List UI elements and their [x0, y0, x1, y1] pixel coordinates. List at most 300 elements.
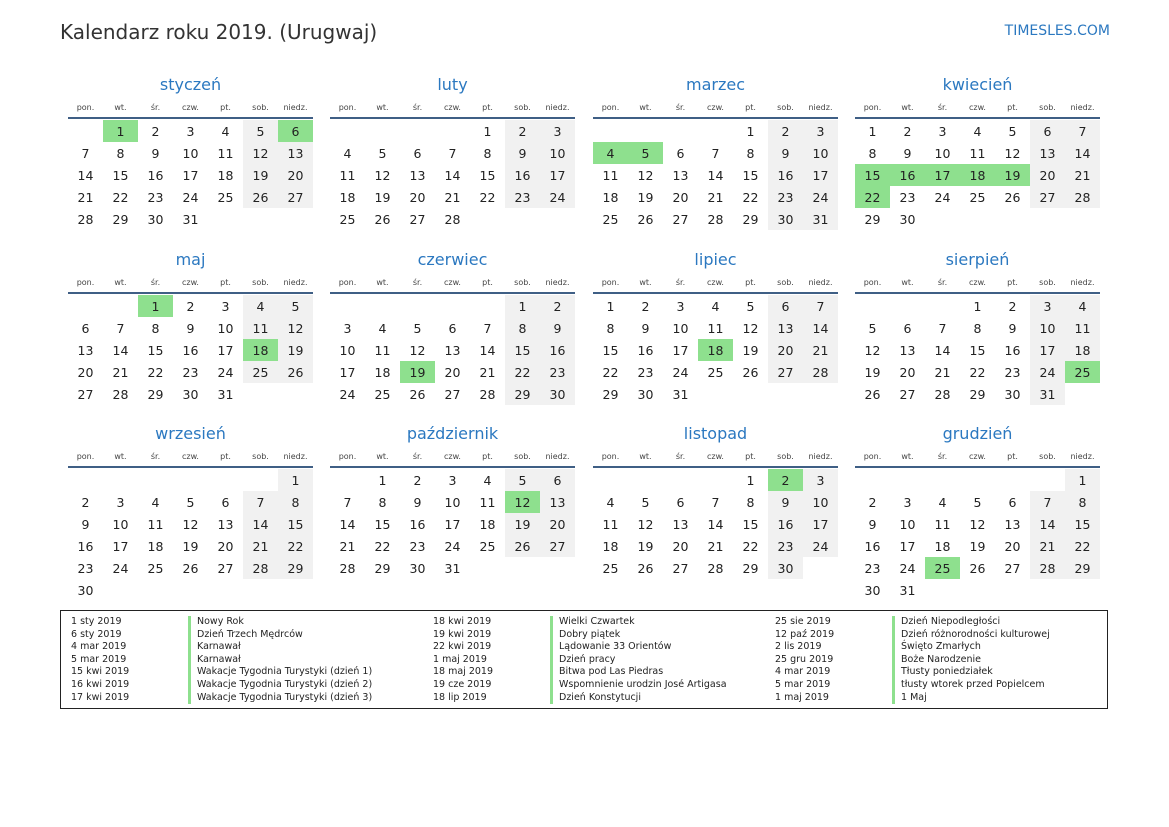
day-cell[interactable]: 14: [479, 342, 496, 358]
holiday-day-cell[interactable]: 1: [138, 295, 173, 317]
day-cell[interactable]: 18: [602, 538, 619, 554]
day-cell[interactable]: 24: [1030, 361, 1065, 383]
day-cell[interactable]: 28: [112, 386, 129, 402]
day-cell[interactable]: 13: [899, 342, 916, 358]
day-cell[interactable]: 21: [707, 189, 724, 205]
day-cell[interactable]: 14: [803, 317, 838, 339]
day-cell[interactable]: 8: [606, 320, 615, 336]
day-cell[interactable]: 15: [479, 167, 496, 183]
day-cell[interactable]: 23: [1004, 364, 1021, 380]
day-cell[interactable]: 26: [637, 560, 654, 576]
holiday-day-cell[interactable]: 5: [628, 142, 663, 164]
day-cell[interactable]: 27: [672, 560, 689, 576]
day-cell[interactable]: 16: [147, 167, 164, 183]
day-cell[interactable]: 20: [899, 364, 916, 380]
day-cell[interactable]: 18: [602, 189, 619, 205]
day-cell[interactable]: 20: [672, 189, 689, 205]
day-cell[interactable]: 21: [803, 339, 838, 361]
day-cell[interactable]: 28: [77, 211, 94, 227]
day-cell[interactable]: 4: [343, 145, 352, 161]
day-cell[interactable]: 27: [768, 361, 803, 383]
day-cell[interactable]: 26: [969, 560, 986, 576]
day-cell[interactable]: 26: [1004, 189, 1021, 205]
day-cell[interactable]: 29: [112, 211, 129, 227]
day-cell[interactable]: 11: [217, 145, 234, 161]
holiday-day-cell[interactable]: 18: [960, 164, 995, 186]
day-cell[interactable]: 24: [217, 364, 234, 380]
day-cell[interactable]: 17: [803, 164, 838, 186]
holiday-day-cell[interactable]: 17: [925, 164, 960, 186]
day-cell[interactable]: 16: [768, 164, 803, 186]
day-cell[interactable]: 23: [768, 535, 803, 557]
day-cell[interactable]: 21: [1030, 535, 1065, 557]
day-cell[interactable]: 11: [479, 494, 496, 510]
day-cell[interactable]: 15: [742, 167, 759, 183]
holiday-day-cell[interactable]: 12: [505, 491, 540, 513]
day-cell[interactable]: 13: [672, 167, 689, 183]
day-cell[interactable]: 26: [742, 364, 759, 380]
day-cell[interactable]: 16: [1004, 342, 1021, 358]
day-cell[interactable]: 1: [746, 472, 755, 488]
day-cell[interactable]: 29: [147, 386, 164, 402]
day-cell[interactable]: 1: [973, 298, 982, 314]
day-cell[interactable]: 5: [413, 320, 422, 336]
day-cell[interactable]: 12: [742, 320, 759, 336]
day-cell[interactable]: 19: [278, 339, 313, 361]
day-cell[interactable]: 23: [77, 560, 94, 576]
day-cell[interactable]: 1: [278, 469, 313, 491]
day-cell[interactable]: 2: [505, 120, 540, 142]
day-cell[interactable]: 6: [540, 469, 575, 491]
day-cell[interactable]: 30: [77, 582, 94, 598]
day-cell[interactable]: 2: [186, 298, 195, 314]
day-cell[interactable]: 7: [81, 145, 90, 161]
holiday-day-cell[interactable]: 22: [855, 186, 890, 208]
day-cell[interactable]: 24: [540, 186, 575, 208]
day-cell[interactable]: 27: [278, 186, 313, 208]
day-cell[interactable]: 25: [602, 211, 619, 227]
day-cell[interactable]: 30: [1004, 386, 1021, 402]
day-cell[interactable]: 24: [444, 538, 461, 554]
day-cell[interactable]: 26: [278, 361, 313, 383]
day-cell[interactable]: 10: [182, 145, 199, 161]
day-cell[interactable]: 25: [602, 560, 619, 576]
day-cell[interactable]: 6: [221, 494, 230, 510]
day-cell[interactable]: 26: [864, 386, 881, 402]
day-cell[interactable]: 28: [707, 560, 724, 576]
day-cell[interactable]: 28: [243, 557, 278, 579]
day-cell[interactable]: 8: [868, 145, 877, 161]
day-cell[interactable]: 23: [864, 560, 881, 576]
day-cell[interactable]: 21: [243, 535, 278, 557]
holiday-day-cell[interactable]: 25: [925, 557, 960, 579]
day-cell[interactable]: 10: [540, 142, 575, 164]
day-cell[interactable]: 19: [637, 189, 654, 205]
day-cell[interactable]: 3: [221, 298, 230, 314]
day-cell[interactable]: 6: [768, 295, 803, 317]
day-cell[interactable]: 15: [112, 167, 129, 183]
day-cell[interactable]: 5: [378, 145, 387, 161]
day-cell[interactable]: 31: [182, 211, 199, 227]
day-cell[interactable]: 14: [444, 167, 461, 183]
day-cell[interactable]: 29: [742, 560, 759, 576]
day-cell[interactable]: 20: [672, 538, 689, 554]
day-cell[interactable]: 4: [483, 472, 492, 488]
day-cell[interactable]: 5: [868, 320, 877, 336]
day-cell[interactable]: 3: [116, 494, 125, 510]
day-cell[interactable]: 24: [672, 364, 689, 380]
day-cell[interactable]: 31: [217, 386, 234, 402]
day-cell[interactable]: 3: [676, 298, 685, 314]
day-cell[interactable]: 4: [221, 123, 230, 139]
day-cell[interactable]: 25: [707, 364, 724, 380]
day-cell[interactable]: 11: [707, 320, 724, 336]
day-cell[interactable]: 29: [864, 211, 881, 227]
day-cell[interactable]: 21: [112, 364, 129, 380]
day-cell[interactable]: 20: [540, 513, 575, 535]
day-cell[interactable]: 7: [711, 145, 720, 161]
holiday-day-cell[interactable]: 2: [768, 469, 803, 491]
holiday-day-cell[interactable]: 19: [995, 164, 1030, 186]
day-cell[interactable]: 25: [217, 189, 234, 205]
day-cell[interactable]: 13: [217, 516, 234, 532]
day-cell[interactable]: 22: [278, 535, 313, 557]
day-cell[interactable]: 17: [217, 342, 234, 358]
day-cell[interactable]: 24: [899, 560, 916, 576]
day-cell[interactable]: 29: [505, 383, 540, 405]
day-cell[interactable]: 11: [147, 516, 164, 532]
day-cell[interactable]: 25: [339, 211, 356, 227]
day-cell[interactable]: 14: [707, 516, 724, 532]
day-cell[interactable]: 22: [374, 538, 391, 554]
day-cell[interactable]: 5: [973, 494, 982, 510]
day-cell[interactable]: 1: [505, 295, 540, 317]
day-cell[interactable]: 26: [182, 560, 199, 576]
day-cell[interactable]: 20: [278, 164, 313, 186]
day-cell[interactable]: 6: [903, 320, 912, 336]
day-cell[interactable]: 13: [1004, 516, 1021, 532]
day-cell[interactable]: 1: [378, 472, 387, 488]
day-cell[interactable]: 15: [374, 516, 391, 532]
day-cell[interactable]: 27: [540, 535, 575, 557]
day-cell[interactable]: 5: [186, 494, 195, 510]
day-cell[interactable]: 5: [243, 120, 278, 142]
day-cell[interactable]: 18: [374, 364, 391, 380]
day-cell[interactable]: 7: [243, 491, 278, 513]
day-cell[interactable]: 4: [938, 494, 947, 510]
day-cell[interactable]: 11: [243, 317, 278, 339]
day-cell[interactable]: 11: [934, 516, 951, 532]
day-cell[interactable]: 6: [676, 494, 685, 510]
day-cell[interactable]: 18: [934, 538, 951, 554]
day-cell[interactable]: 10: [803, 142, 838, 164]
day-cell[interactable]: 2: [903, 123, 912, 139]
day-cell[interactable]: 22: [147, 364, 164, 380]
day-cell[interactable]: 5: [641, 494, 650, 510]
day-cell[interactable]: 3: [803, 469, 838, 491]
day-cell[interactable]: 29: [374, 560, 391, 576]
day-cell[interactable]: 23: [637, 364, 654, 380]
day-cell[interactable]: 17: [899, 538, 916, 554]
day-cell[interactable]: 13: [409, 167, 426, 183]
day-cell[interactable]: 21: [339, 538, 356, 554]
day-cell[interactable]: 19: [243, 164, 278, 186]
day-cell[interactable]: 16: [409, 516, 426, 532]
day-cell[interactable]: 14: [1065, 142, 1100, 164]
day-cell[interactable]: 27: [899, 386, 916, 402]
day-cell[interactable]: 5: [278, 295, 313, 317]
day-cell[interactable]: 23: [899, 189, 916, 205]
day-cell[interactable]: 18: [1065, 339, 1100, 361]
day-cell[interactable]: 19: [182, 538, 199, 554]
day-cell[interactable]: 6: [1030, 120, 1065, 142]
day-cell[interactable]: 20: [217, 538, 234, 554]
day-cell[interactable]: 3: [903, 494, 912, 510]
day-cell[interactable]: 13: [672, 516, 689, 532]
day-cell[interactable]: 13: [444, 342, 461, 358]
day-cell[interactable]: 19: [374, 189, 391, 205]
day-cell[interactable]: 2: [413, 472, 422, 488]
day-cell[interactable]: 18: [339, 189, 356, 205]
day-cell[interactable]: 21: [707, 538, 724, 554]
day-cell[interactable]: 7: [1065, 120, 1100, 142]
day-cell[interactable]: 7: [343, 494, 352, 510]
day-cell[interactable]: 23: [182, 364, 199, 380]
day-cell[interactable]: 8: [746, 145, 755, 161]
holiday-day-cell[interactable]: 19: [400, 361, 435, 383]
day-cell[interactable]: 25: [147, 560, 164, 576]
day-cell[interactable]: 20: [77, 364, 94, 380]
day-cell[interactable]: 30: [409, 560, 426, 576]
day-cell[interactable]: 17: [339, 364, 356, 380]
day-cell[interactable]: 25: [243, 361, 278, 383]
day-cell[interactable]: 16: [77, 538, 94, 554]
day-cell[interactable]: 26: [505, 535, 540, 557]
day-cell[interactable]: 8: [746, 494, 755, 510]
day-cell[interactable]: 4: [973, 123, 982, 139]
day-cell[interactable]: 1: [1065, 469, 1100, 491]
day-cell[interactable]: 2: [768, 120, 803, 142]
day-cell[interactable]: 1: [606, 298, 615, 314]
day-cell[interactable]: 4: [606, 494, 615, 510]
day-cell[interactable]: 28: [803, 361, 838, 383]
day-cell[interactable]: 10: [934, 145, 951, 161]
day-cell[interactable]: 10: [112, 516, 129, 532]
day-cell[interactable]: 9: [1008, 320, 1017, 336]
day-cell[interactable]: 25: [479, 538, 496, 554]
day-cell[interactable]: 11: [602, 167, 619, 183]
holiday-day-cell[interactable]: 4: [593, 142, 628, 164]
day-cell[interactable]: 12: [637, 516, 654, 532]
day-cell[interactable]: 3: [540, 120, 575, 142]
day-cell[interactable]: 10: [217, 320, 234, 336]
day-cell[interactable]: 22: [505, 361, 540, 383]
day-cell[interactable]: 8: [505, 317, 540, 339]
day-cell[interactable]: 12: [1004, 145, 1021, 161]
day-cell[interactable]: 31: [803, 208, 838, 230]
day-cell[interactable]: 27: [217, 560, 234, 576]
day-cell[interactable]: 3: [803, 120, 838, 142]
day-cell[interactable]: 8: [483, 145, 492, 161]
day-cell[interactable]: 11: [374, 342, 391, 358]
day-cell[interactable]: 21: [444, 189, 461, 205]
day-cell[interactable]: 22: [969, 364, 986, 380]
day-cell[interactable]: 11: [1065, 317, 1100, 339]
day-cell[interactable]: 28: [479, 386, 496, 402]
day-cell[interactable]: 21: [77, 189, 94, 205]
day-cell[interactable]: 24: [112, 560, 129, 576]
day-cell[interactable]: 4: [378, 320, 387, 336]
day-cell[interactable]: 17: [803, 513, 838, 535]
day-cell[interactable]: 19: [742, 342, 759, 358]
day-cell[interactable]: 26: [409, 386, 426, 402]
day-cell[interactable]: 17: [182, 167, 199, 183]
day-cell[interactable]: 23: [768, 186, 803, 208]
day-cell[interactable]: 7: [803, 295, 838, 317]
day-cell[interactable]: 22: [112, 189, 129, 205]
day-cell[interactable]: 17: [1030, 339, 1065, 361]
day-cell[interactable]: 26: [637, 211, 654, 227]
day-cell[interactable]: 3: [343, 320, 352, 336]
day-cell[interactable]: 24: [339, 386, 356, 402]
day-cell[interactable]: 15: [505, 339, 540, 361]
day-cell[interactable]: 10: [444, 494, 461, 510]
day-cell[interactable]: 30: [540, 383, 575, 405]
day-cell[interactable]: 20: [444, 364, 461, 380]
day-cell[interactable]: 24: [803, 535, 838, 557]
day-cell[interactable]: 12: [243, 142, 278, 164]
day-cell[interactable]: 10: [899, 516, 916, 532]
day-cell[interactable]: 14: [339, 516, 356, 532]
day-cell[interactable]: 5: [505, 469, 540, 491]
holiday-day-cell[interactable]: 25: [1065, 361, 1100, 383]
day-cell[interactable]: 29: [602, 386, 619, 402]
day-cell[interactable]: 16: [637, 342, 654, 358]
day-cell[interactable]: 1: [483, 123, 492, 139]
day-cell[interactable]: 5: [746, 298, 755, 314]
day-cell[interactable]: 8: [1065, 491, 1100, 513]
day-cell[interactable]: 12: [278, 317, 313, 339]
day-cell[interactable]: 17: [672, 342, 689, 358]
day-cell[interactable]: 30: [899, 211, 916, 227]
day-cell[interactable]: 2: [641, 298, 650, 314]
day-cell[interactable]: 26: [243, 186, 278, 208]
day-cell[interactable]: 3: [186, 123, 195, 139]
day-cell[interactable]: 29: [742, 211, 759, 227]
day-cell[interactable]: 7: [448, 145, 457, 161]
day-cell[interactable]: 12: [969, 516, 986, 532]
brand-link[interactable]: TIMESLES.COM: [1004, 23, 1110, 39]
day-cell[interactable]: 9: [413, 494, 422, 510]
day-cell[interactable]: 9: [151, 145, 160, 161]
day-cell[interactable]: 23: [147, 189, 164, 205]
day-cell[interactable]: 12: [409, 342, 426, 358]
day-cell[interactable]: 31: [1030, 383, 1065, 405]
day-cell[interactable]: 8: [278, 491, 313, 513]
day-cell[interactable]: 6: [81, 320, 90, 336]
day-cell[interactable]: 25: [969, 189, 986, 205]
holiday-day-cell[interactable]: 15: [855, 164, 890, 186]
day-cell[interactable]: 14: [1030, 513, 1065, 535]
day-cell[interactable]: 9: [540, 317, 575, 339]
day-cell[interactable]: 21: [479, 364, 496, 380]
day-cell[interactable]: 12: [182, 516, 199, 532]
day-cell[interactable]: 15: [147, 342, 164, 358]
day-cell[interactable]: 7: [938, 320, 947, 336]
day-cell[interactable]: 6: [676, 145, 685, 161]
day-cell[interactable]: 28: [934, 386, 951, 402]
day-cell[interactable]: 13: [768, 317, 803, 339]
day-cell[interactable]: 2: [868, 494, 877, 510]
day-cell[interactable]: 14: [112, 342, 129, 358]
day-cell[interactable]: 28: [444, 211, 461, 227]
day-cell[interactable]: 13: [1030, 142, 1065, 164]
holiday-day-cell[interactable]: 16: [890, 164, 925, 186]
day-cell[interactable]: 19: [969, 538, 986, 554]
day-cell[interactable]: 6: [448, 320, 457, 336]
day-cell[interactable]: 29: [1065, 557, 1100, 579]
day-cell[interactable]: 21: [934, 364, 951, 380]
day-cell[interactable]: 1: [746, 123, 755, 139]
day-cell[interactable]: 22: [742, 189, 759, 205]
day-cell[interactable]: 2: [81, 494, 90, 510]
day-cell[interactable]: 9: [868, 516, 877, 532]
day-cell[interactable]: 16: [182, 342, 199, 358]
day-cell[interactable]: 27: [409, 211, 426, 227]
holiday-day-cell[interactable]: 18: [243, 339, 278, 361]
day-cell[interactable]: 12: [637, 167, 654, 183]
day-cell[interactable]: 16: [768, 513, 803, 535]
day-cell[interactable]: 28: [1030, 557, 1065, 579]
day-cell[interactable]: 17: [444, 516, 461, 532]
day-cell[interactable]: 30: [768, 557, 803, 579]
day-cell[interactable]: 20: [1030, 164, 1065, 186]
day-cell[interactable]: 10: [672, 320, 689, 336]
day-cell[interactable]: 22: [742, 538, 759, 554]
day-cell[interactable]: 19: [637, 538, 654, 554]
day-cell[interactable]: 23: [540, 361, 575, 383]
day-cell[interactable]: 24: [934, 189, 951, 205]
day-cell[interactable]: 27: [444, 386, 461, 402]
day-cell[interactable]: 11: [969, 145, 986, 161]
day-cell[interactable]: 11: [339, 167, 356, 183]
day-cell[interactable]: 14: [243, 513, 278, 535]
day-cell[interactable]: 31: [899, 582, 916, 598]
day-cell[interactable]: 21: [1065, 164, 1100, 186]
day-cell[interactable]: 13: [77, 342, 94, 358]
day-cell[interactable]: 8: [116, 145, 125, 161]
day-cell[interactable]: 4: [151, 494, 160, 510]
day-cell[interactable]: 15: [742, 516, 759, 532]
day-cell[interactable]: 13: [540, 491, 575, 513]
day-cell[interactable]: 9: [768, 491, 803, 513]
day-cell[interactable]: 6: [413, 145, 422, 161]
day-cell[interactable]: 17: [112, 538, 129, 554]
day-cell[interactable]: 30: [768, 208, 803, 230]
day-cell[interactable]: 22: [1065, 535, 1100, 557]
day-cell[interactable]: 15: [969, 342, 986, 358]
day-cell[interactable]: 3: [1030, 295, 1065, 317]
day-cell[interactable]: 9: [505, 142, 540, 164]
day-cell[interactable]: 16: [540, 339, 575, 361]
day-cell[interactable]: 24: [182, 189, 199, 205]
day-cell[interactable]: 30: [637, 386, 654, 402]
day-cell[interactable]: 28: [339, 560, 356, 576]
day-cell[interactable]: 19: [505, 513, 540, 535]
holiday-day-cell[interactable]: 18: [698, 339, 733, 361]
holiday-day-cell[interactable]: 1: [103, 120, 138, 142]
day-cell[interactable]: 20: [768, 339, 803, 361]
